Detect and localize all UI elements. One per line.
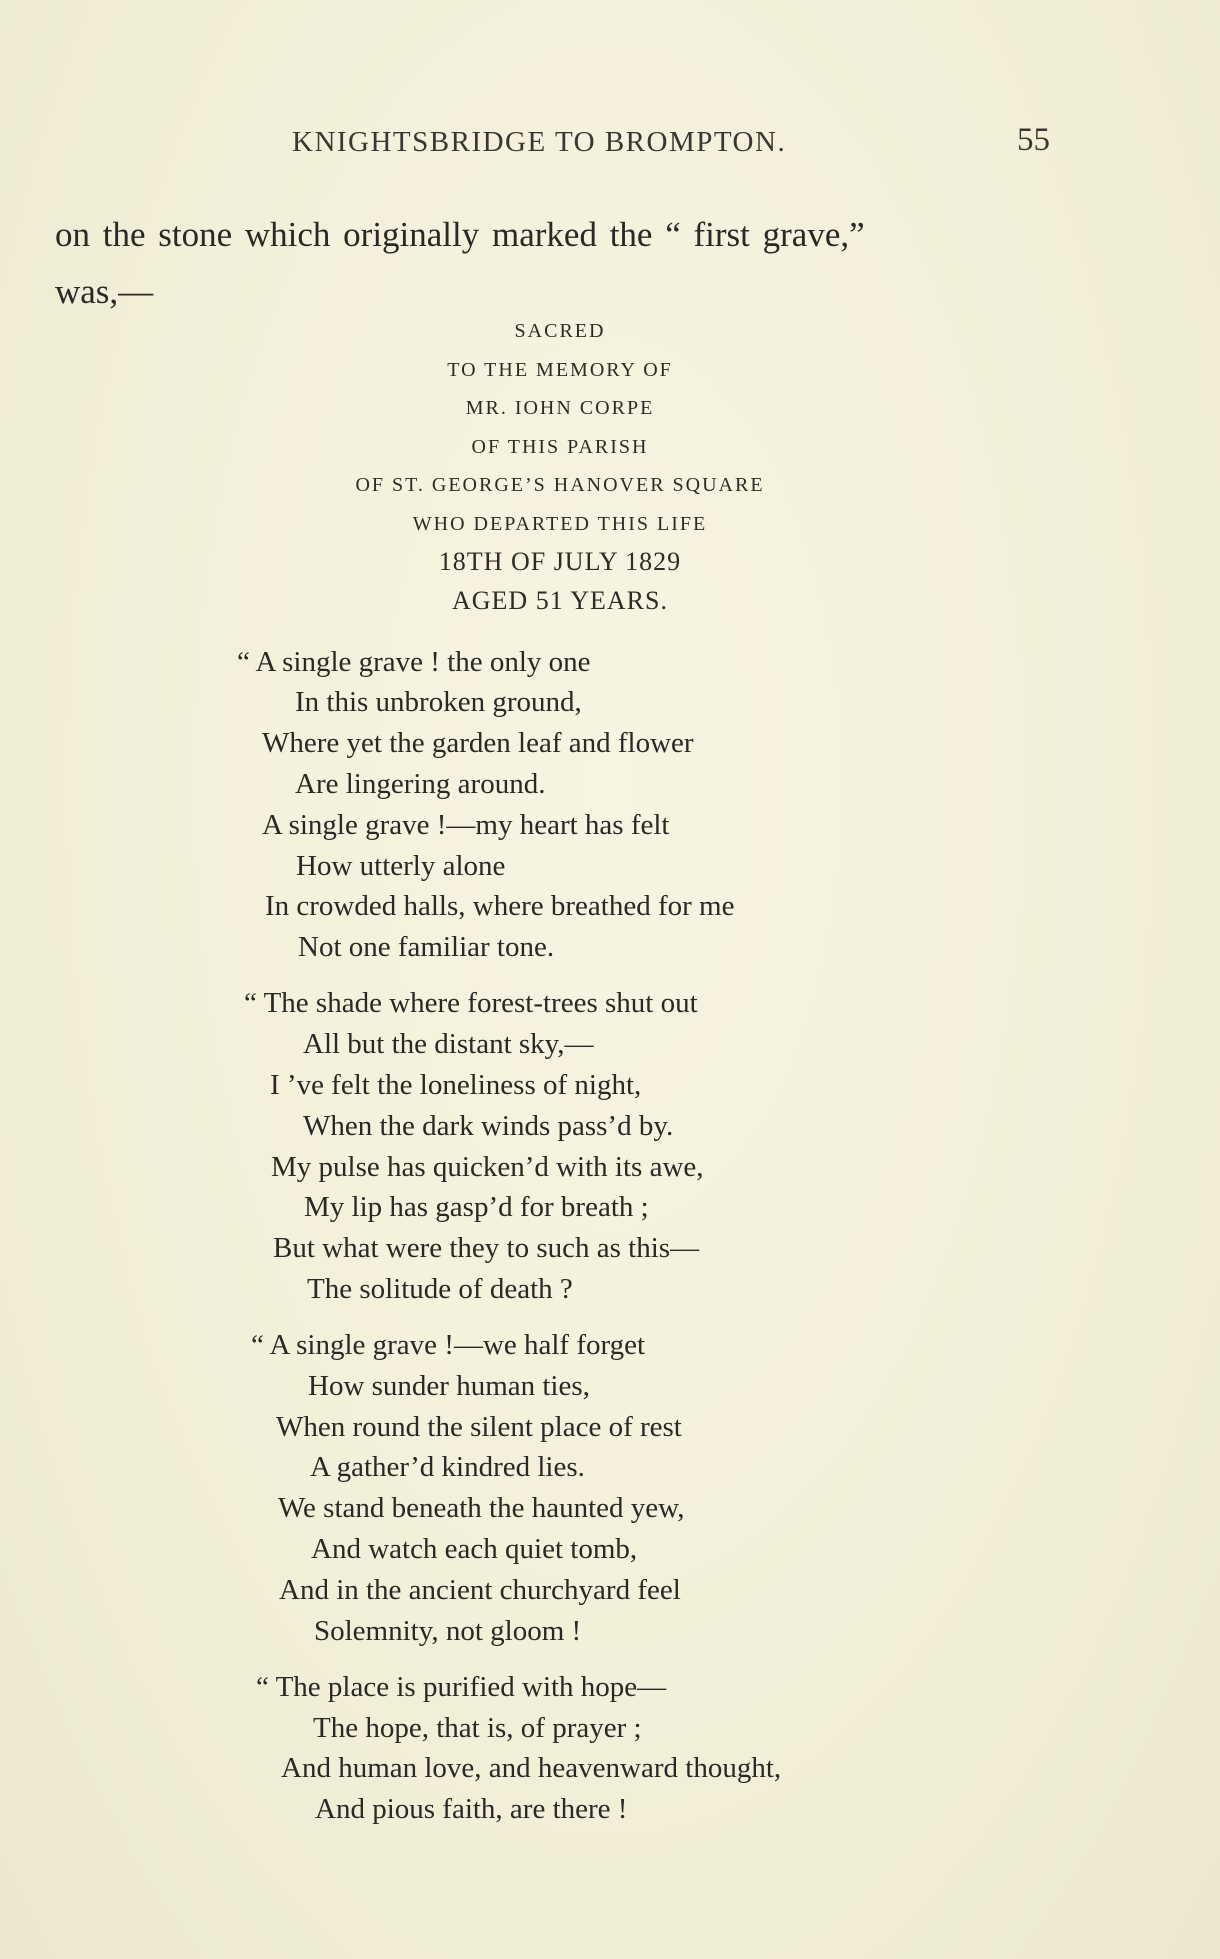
- inscription-line: OF ST. GEORGE’S HANOVER SQUARE: [355, 474, 765, 496]
- poem-line: When the dark winds pass’d by.: [303, 1110, 674, 1142]
- inscription-line: OF THIS PARISH: [471, 435, 649, 458]
- prose-line: on the stone which originally marked the “ first grave,”: [55, 215, 865, 254]
- inscription-line: AGED 51 YEARS.: [452, 585, 668, 615]
- running-head: KNIGHTSBRIDGE TO BROMPTON.: [292, 126, 787, 158]
- poem-line: We stand beneath the haunted yew,: [278, 1492, 685, 1524]
- poem-line: And pious faith, are there !: [315, 1793, 628, 1825]
- poem-line: My lip has gasp’d for breath ;: [304, 1191, 649, 1223]
- poem-line: In this unbroken ground,: [295, 686, 582, 718]
- poem-line: And human love, and heavenward thought,: [281, 1752, 782, 1784]
- poem-line: Not one familiar tone.: [298, 931, 555, 963]
- page-number: 55: [1017, 122, 1050, 158]
- poem-line: Are lingering around.: [295, 768, 546, 800]
- poem-line: A single grave !—my heart has felt: [262, 809, 670, 841]
- poem-line: Where yet the garden leaf and flower: [262, 727, 694, 759]
- poem-line: “ A single grave ! the only one: [237, 646, 591, 678]
- poem-line: How sunder human ties,: [308, 1370, 590, 1402]
- poem-line: And in the ancient churchyard feel: [279, 1574, 681, 1606]
- poem-line: All but the distant sky,—: [303, 1028, 594, 1060]
- poem-line: When round the silent place of rest: [276, 1411, 682, 1443]
- prose-line: was,—: [55, 272, 154, 311]
- inscription-line: WHO DEPARTED THIS LIFE: [412, 512, 708, 535]
- inscription-line: TO THE MEMORY OF: [447, 358, 673, 381]
- poem-line: “ The place is purified with hope—: [256, 1671, 667, 1703]
- inscription-line: SACRED: [514, 320, 606, 342]
- poem-line: In crowded halls, where breathed for me: [265, 890, 735, 922]
- poem-line: But what were they to such as this—: [273, 1232, 700, 1264]
- poem-line: Solemnity, not gloom !: [314, 1615, 582, 1647]
- inscription-line: 18TH OF JULY 1829: [438, 547, 682, 576]
- poem-line: The hope, that is, of prayer ;: [313, 1712, 642, 1744]
- poem-line: “ A single grave !—we half forget: [251, 1329, 646, 1361]
- inscription-line: MR. IOHN CORPE: [465, 397, 655, 419]
- poem-line: And watch each quiet tomb,: [311, 1533, 638, 1565]
- poem-line: “ The shade where forest-trees shut out: [244, 987, 698, 1019]
- epitaph-inscription: [0, 312, 1120, 620]
- poem-line: I ’ve felt the loneliness of night,: [270, 1069, 642, 1101]
- poem-line: A gather’d kindred lies.: [310, 1451, 585, 1483]
- poem-line: How utterly alone: [296, 850, 506, 882]
- poem-line: The solitude of death ?: [307, 1273, 573, 1305]
- poem-line: My pulse has quicken’d with its awe,: [271, 1151, 704, 1183]
